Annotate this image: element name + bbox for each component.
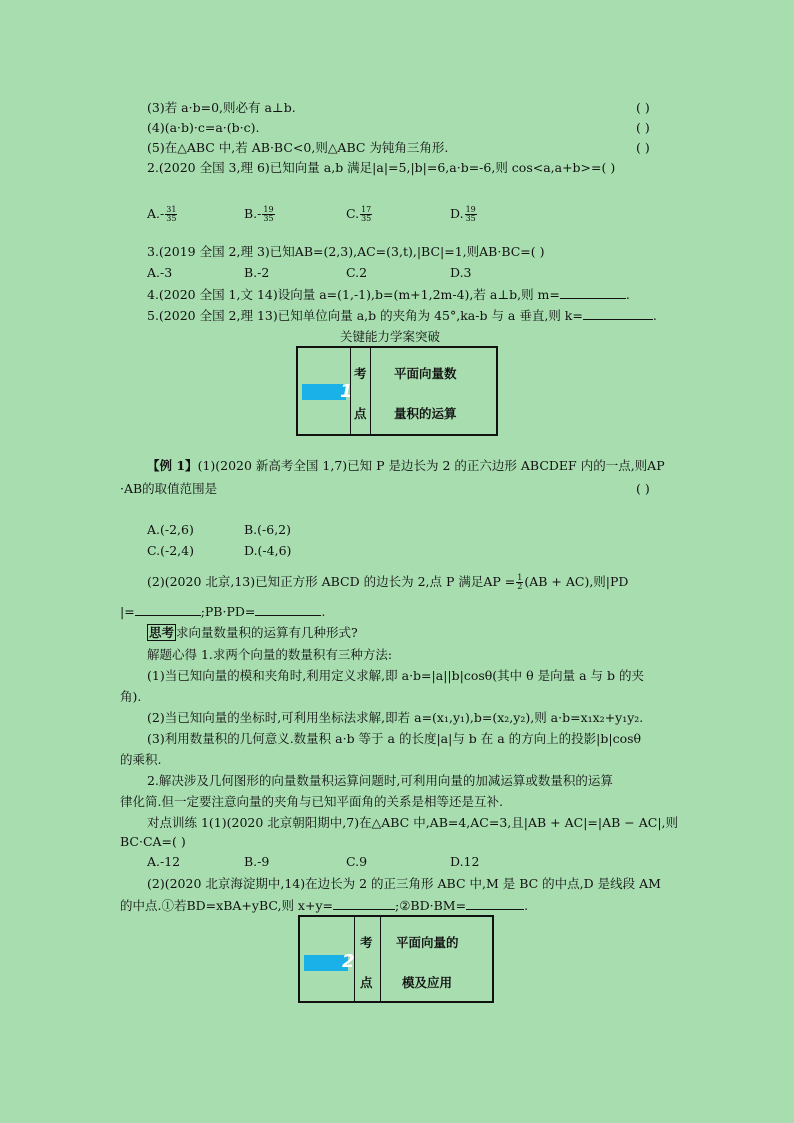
problem-3-option-d: D.3 bbox=[450, 265, 472, 280]
problem-2-option-d: D. $\frac{19}{35}$ bbox=[450, 205, 476, 223]
answer-blank bbox=[466, 897, 524, 910]
example-1-part-2-cont: |= ;PB·PD= . bbox=[120, 604, 326, 619]
problem-3-option-c: C.2 bbox=[346, 265, 368, 280]
problem-3-option-a: A.-3 bbox=[147, 265, 173, 280]
topic-number: 2 bbox=[342, 951, 355, 972]
method-3-cont: 的乘积. bbox=[120, 752, 162, 767]
dian-label: 点 bbox=[360, 975, 373, 990]
method-1: (1)当已知向量的模和夹角时,利用定义求解,即 a·b=|a||b|cosθ(其中 θ 是向量 a 与 b 的夹 bbox=[147, 668, 644, 683]
think-prompt: 思考 求向量数量积的运算有几种形式? bbox=[149, 625, 358, 640]
answer-paren-example-1: ( ) bbox=[636, 481, 650, 496]
method-2: (2)当已知向量的坐标时,可利用坐标法求解,即若 a=(x₁,y₁),b=(x₂,y₂),则 a·b=x₁x₂+y₁y₂. bbox=[147, 710, 644, 725]
training-1-part-2-cont: 的中点.①若BD=xBA+yBC,则 x+y= ;②BD·BM= . bbox=[120, 898, 529, 913]
problem-2-option-c: C. $\frac{17}{35}$ bbox=[346, 205, 372, 223]
method-4-cont: 律化简.但一定要注意向量的夹角与已知平面角的关系是相等还是互补. bbox=[120, 794, 503, 809]
answer-paren-3: ( ) bbox=[636, 100, 650, 115]
section-title: 关键能力学案突破 bbox=[340, 329, 441, 344]
topic-box-1 bbox=[296, 346, 498, 436]
divider bbox=[370, 348, 371, 434]
think-label: 思考 bbox=[149, 625, 175, 640]
kao-label: 考 bbox=[360, 935, 373, 950]
topic-box-2 bbox=[298, 915, 494, 1003]
training-1-option-a: A.-12 bbox=[147, 854, 181, 869]
training-1-option-d: D.12 bbox=[450, 854, 480, 869]
problem-3-option-b: B.-2 bbox=[244, 265, 270, 280]
example-1-part-2: (2)(2020 北京,13)已知正方形 ABCD 的边长为 2,点 P 满足AP = $\frac{1}{2}$ (AB + AC),则|PD bbox=[147, 573, 629, 591]
problem-5: 5.(2020 全国 2,理 13)已知单位向量 a,b 的夹角为 45°,ka-b 与 a 垂直,则 k= . bbox=[147, 308, 657, 323]
training-1-option-c: C.9 bbox=[346, 854, 368, 869]
example-1-option-d: D.(-4,6) bbox=[244, 543, 292, 558]
topic-title-2: 量积的运算 bbox=[394, 406, 457, 421]
divider bbox=[380, 917, 381, 1001]
example-1-line-2: ·AB的取值范围是 bbox=[120, 481, 218, 496]
topic-number: 1 bbox=[340, 381, 353, 402]
question-3: (3)若 a·b=0,则必有 a⊥b. bbox=[147, 100, 296, 115]
topic-title-1: 平面向量数 bbox=[394, 366, 457, 381]
problem-2-option-b: B.- $\frac{19}{35}$ bbox=[244, 205, 274, 223]
example-1-line-1: 【例 1】(1)(2020 新高考全国 1,7)已知 P 是边长为 2 的正六边形 ABCDEF 内的一点,则AP bbox=[147, 458, 665, 473]
divider bbox=[354, 917, 355, 1001]
answer-blank bbox=[135, 603, 201, 616]
answer-paren-5: ( ) bbox=[636, 140, 650, 155]
training-1-line-2: BC·CA=( ) bbox=[120, 834, 186, 849]
answer-blank bbox=[255, 603, 321, 616]
kao-label: 考 bbox=[354, 366, 367, 381]
method-title: 解题心得 1.求两个向量的数量积有三种方法: bbox=[147, 647, 393, 662]
training-1-option-b: B.-9 bbox=[244, 854, 270, 869]
answer-blank bbox=[560, 286, 626, 299]
topic-title-2: 模及应用 bbox=[402, 975, 453, 990]
dian-label: 点 bbox=[354, 406, 367, 421]
method-3: (3)利用数量积的几何意义.数量积 a·b 等于 a 的长度|a|与 b 在 a 的方向上的投影|b|cosθ bbox=[147, 731, 642, 746]
example-1-option-a: A.(-2,6) bbox=[147, 522, 194, 537]
training-1-part-2: (2)(2020 北京海淀期中,14)在边长为 2 的正三角形 ABC 中,M 是 BC 的中点,D 是线段 AM bbox=[147, 876, 661, 891]
example-1-option-c: C.(-2,4) bbox=[147, 543, 194, 558]
answer-blank bbox=[583, 307, 653, 320]
method-4: 2.解决涉及几何图形的向量数量积运算问题时,可利用向量的加减运算或数量积的运算 bbox=[147, 773, 613, 788]
problem-2: 2.(2020 全国 3,理 6)已知向量 a,b 满足|a|=5,|b|=6,a·b=-6,则 cos<a,a+b>=( ) bbox=[147, 160, 616, 175]
example-1-option-b: B.(-6,2) bbox=[244, 522, 292, 537]
topic-title-1: 平面向量的 bbox=[396, 935, 459, 950]
question-5: (5)在△ABC 中,若 AB·BC<0,则△ABC 为钝角三角形. bbox=[147, 140, 449, 155]
training-1-line-1: 对点训练 1(1)(2020 北京朝阳期中,7)在△ABC 中,AB=4,AC=3,且|AB + AC|=|AB − AC|,则 bbox=[147, 815, 679, 830]
answer-paren-4: ( ) bbox=[636, 120, 650, 135]
question-4: (4)(a·b)·c=a·(b·c). bbox=[147, 120, 260, 135]
divider bbox=[350, 348, 351, 434]
problem-3: 3.(2019 全国 2,理 3)已知AB=(2,3),AC=(3,t),|BC|=1,则AB·BC=( ) bbox=[147, 244, 545, 259]
problem-2-option-a: A.- $\frac{31}{35}$ bbox=[147, 205, 177, 223]
problem-4: 4.(2020 全国 1,文 14)设向量 a=(1,-1),b=(m+1,2m-4),若 a⊥b,则 m= . bbox=[147, 287, 630, 302]
answer-blank bbox=[333, 897, 395, 910]
method-1-cont: 角). bbox=[120, 689, 142, 704]
